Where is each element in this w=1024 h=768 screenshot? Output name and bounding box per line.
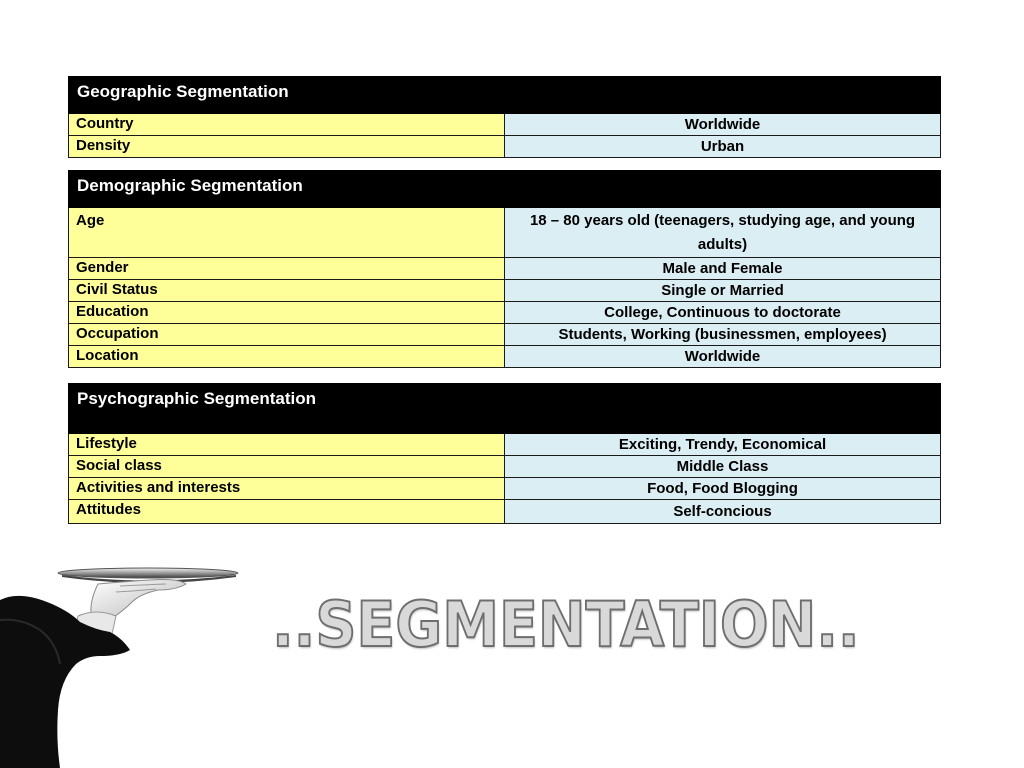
psychographic-header: Psychographic Segmentation — [69, 384, 941, 434]
row-value: Worldwide — [505, 114, 941, 136]
row-value: Middle Class — [505, 456, 941, 478]
table-row — [69, 114, 941, 136]
table-row — [69, 280, 941, 302]
row-label: Attitudes — [69, 500, 505, 524]
table-row — [69, 324, 941, 346]
table-header-row — [69, 171, 941, 208]
table-row — [69, 500, 941, 524]
geographic-header: Geographic Segmentation — [69, 77, 941, 114]
row-label: Civil Status — [69, 280, 505, 302]
table-header-row — [69, 77, 941, 114]
row-label: Density — [69, 136, 505, 158]
demographic-segmentation-table — [68, 170, 941, 368]
row-label: Lifestyle — [69, 434, 505, 456]
row-label: Country — [69, 114, 505, 136]
row-value: College, Continuous to doctorate — [505, 302, 941, 324]
row-value: Worldwide — [505, 346, 941, 368]
row-value: Food, Food Blogging — [505, 478, 941, 500]
row-label: Gender — [69, 258, 505, 280]
row-value: Single or Married — [505, 280, 941, 302]
row-value: Urban — [505, 136, 941, 158]
row-label: Activities and interests — [69, 478, 505, 500]
table-row — [69, 136, 941, 158]
waiter-serving-tray-icon — [0, 560, 245, 768]
table-row — [69, 258, 941, 280]
row-label: Age — [69, 208, 505, 258]
geographic-segmentation-table — [68, 76, 941, 158]
psychographic-segmentation-table — [68, 383, 941, 524]
table-row — [69, 434, 941, 456]
row-value: Self-concious — [505, 500, 941, 524]
row-label: Social class — [69, 456, 505, 478]
table-row — [69, 302, 941, 324]
row-value: Students, Working (businessmen, employees) — [505, 324, 941, 346]
table-row — [69, 478, 941, 500]
row-value: 18 – 80 years old (teenagers, studying age, and young adults) — [505, 208, 941, 258]
slide-title: ..SEGMENTATION.. — [272, 588, 860, 661]
row-value: Exciting, Trendy, Economical — [505, 434, 941, 456]
table-row — [69, 456, 941, 478]
row-label: Occupation — [69, 324, 505, 346]
demographic-header: Demographic Segmentation — [69, 171, 941, 208]
table-row — [69, 208, 941, 258]
table-header-row — [69, 384, 941, 434]
row-value: Male and Female — [505, 258, 941, 280]
table-row — [69, 346, 941, 368]
row-label: Education — [69, 302, 505, 324]
row-label: Location — [69, 346, 505, 368]
